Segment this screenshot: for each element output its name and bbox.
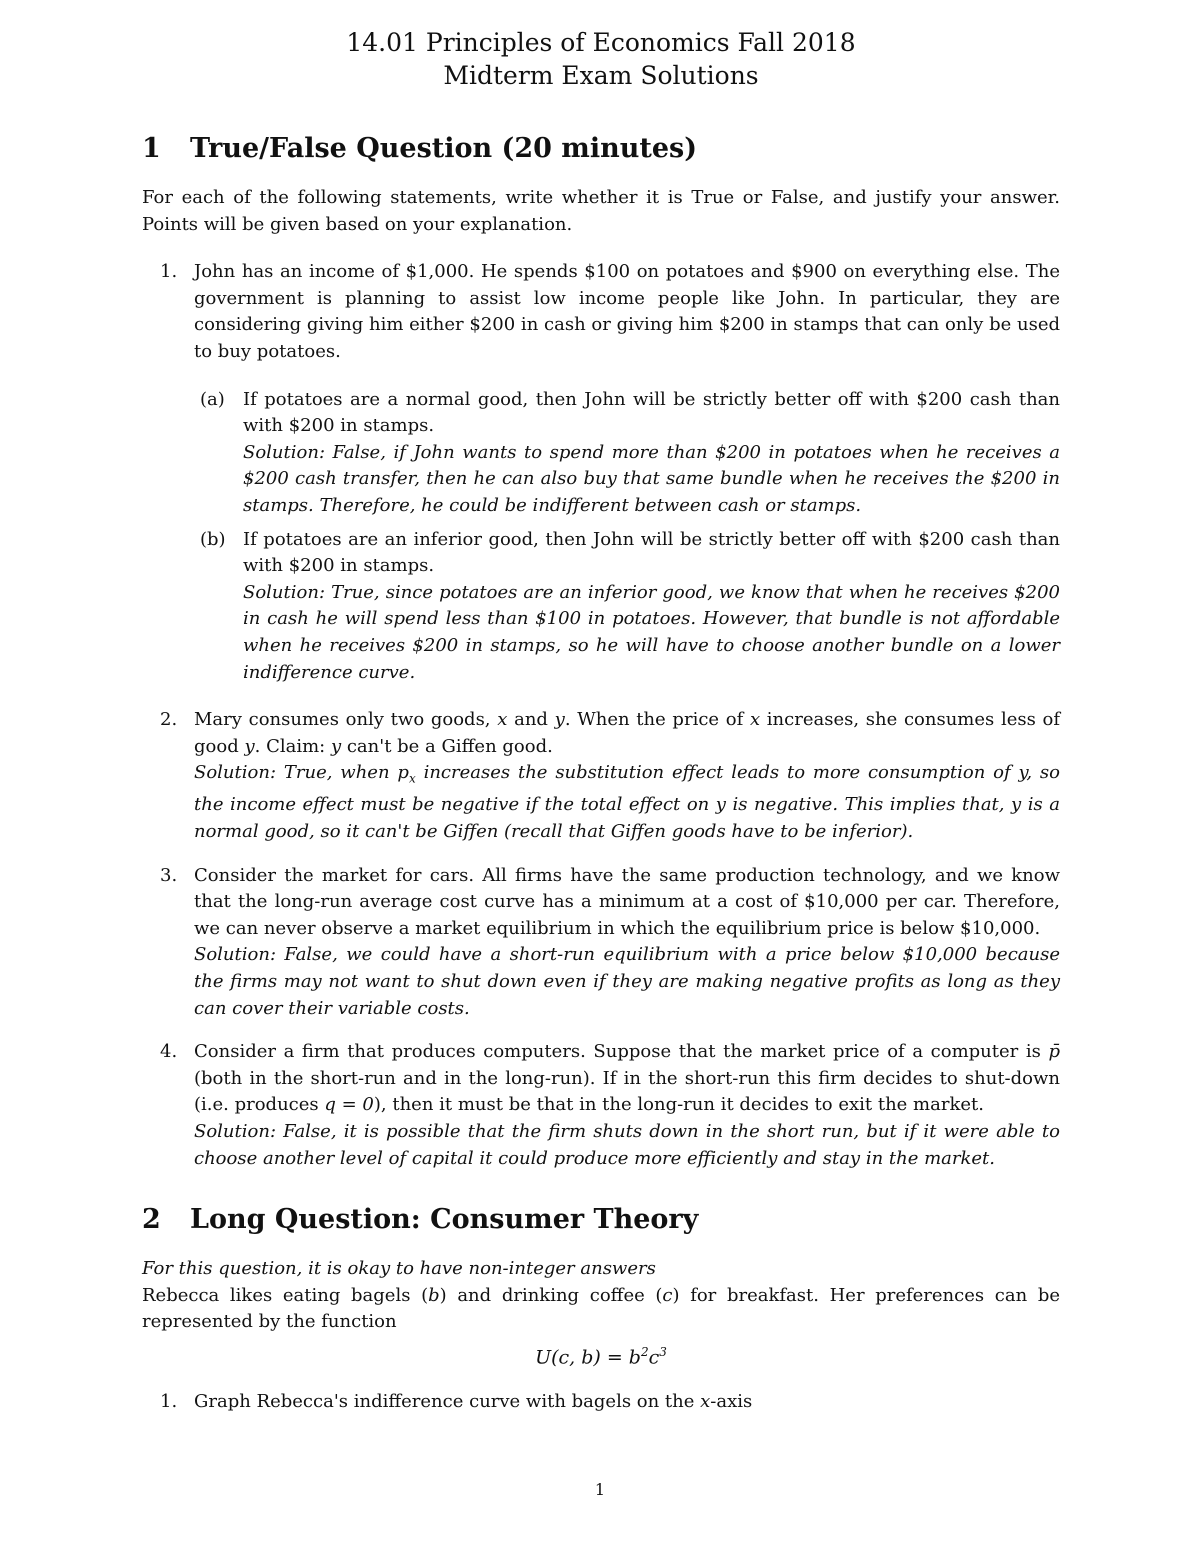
section-2-title: Long Question: Consumer Theory (190, 1204, 699, 1236)
question-1b (142, 527, 1060, 687)
section-2-question-1-text: Graph Rebecca's indifference curve with bagels on the x-axis (194, 1391, 753, 1413)
question-1-label: 1. (160, 261, 178, 283)
question-3-label: 3. (160, 864, 178, 886)
section-2-question-1-label: 1. (160, 1391, 178, 1413)
question-1a-text: If potatoes are a normal good, then John will be strictly better off with $200 cash than with $200 in stamps. (243, 388, 1060, 437)
section-2-number: 2 (142, 1204, 161, 1236)
question-1 (142, 259, 1060, 365)
section-2-note: For this question, it is okay to have non-integer answers (142, 1258, 656, 1280)
section-1-intro: For each of the following statements, write whether it is True or False, and justify your answer. Points will be given based on your explanation. (142, 187, 1060, 235)
question-4 (142, 1039, 1060, 1172)
question-1b-text: If potatoes are an inferior good, then John will be strictly better off with $200 cash than with $200 in stamps. (243, 528, 1060, 577)
section-1-number: 1 (142, 133, 161, 164)
question-4-label: 4. (160, 1041, 178, 1063)
question-4-text: Consider a firm that produces computers. Suppose that the market price of a computer is p̄ (both in the short-run and in the long-run). If in the short-run this firm decides to shut-down (i.e. produces q = 0), then it must be that in the long-run it decides to exit the market. (194, 1041, 1060, 1116)
title-line-1: 14.01 Principles of Economics Fall 2018 (346, 28, 856, 57)
question-3-solution: Solution: False, we could have a short-run equilibrium with a price below $10,000 because the firms may not want to shut down even if they are making negative profits as long as they can cover their variable costs. (194, 944, 1060, 1019)
question-4-solution: Solution: False, it is possible that the firm shuts down in the short run, but if it were able to choose another level of capital it could produce more efficiently and stay in the market. (194, 1121, 1060, 1169)
question-1a-label: (a) (200, 388, 225, 410)
question-1a (142, 387, 1060, 520)
section-1-heading (142, 131, 1060, 167)
page (142, 26, 1060, 1416)
section-2-intro: Rebecca likes eating bagels (b) and drinking coffee (c) for breakfast. Her preferences can be represented by the function (142, 1284, 1060, 1333)
document-title (142, 26, 1060, 92)
question-1a-solution: Solution: False, if John wants to spend more than $200 in potatoes when he receives a $200 cash transfer, then he can also buy that same bundle when he receives the $200 in stamps. Therefore, he could be indifferent between cash or stamps. (243, 441, 1060, 516)
title-line-2: Midterm Exam Solutions (443, 61, 759, 90)
question-3-text: Consider the market for cars. All firms have the same production technology, and we know that the long-run average cost curve has a minimum at a cost of $10,000 per car. Therefore, we can never observe a market equilibrium in which the equilibrium price is below $10,000. (194, 864, 1060, 939)
section-1-title: True/False Question (20 minutes) (190, 133, 698, 164)
question-1b-label: (b) (200, 528, 226, 550)
question-2-text: Mary consumes only two goods, x and y. When the price of x increases, she consumes less of good y. Claim: y can't be a Giffen good. (194, 709, 1061, 757)
question-1-text: John has an income of $1,000. He spends $100 on potatoes and $900 on everything else. The government is planning to assist low income people like John. In particular, they are considering giving him either $200 in cash or giving him $200 in stamps that can only be used to buy potatoes. (194, 261, 1060, 362)
question-1b-solution: Solution: True, since potatoes are an inferior good, we know that when he receives $200 in cash he will spend less than $100 in potatoes. However, that bundle is not affordable when he receives $200 in stamps, so he will have to choose another bundle on a lower indifference curve. (243, 581, 1060, 683)
section-2-heading (142, 1202, 1060, 1238)
question-2 (142, 707, 1060, 846)
question-2-solution: Solution: True, when $p_x$ increases the substitution effect leads to more consumption of y, so the income effect must be negative if the total effect on y is negative. This implies that, y is a normal good, so it can't be Giffen (recall that Giffen goods have to be inferior). (194, 762, 1061, 843)
question-3 (142, 863, 1060, 1023)
utility-equation: U(c, $b) = b^2c^3$ (535, 1344, 667, 1369)
question-2-label: 2. (160, 709, 178, 731)
section-2-question-1 (142, 1389, 1060, 1416)
page-number: 1 (594, 1480, 606, 1499)
